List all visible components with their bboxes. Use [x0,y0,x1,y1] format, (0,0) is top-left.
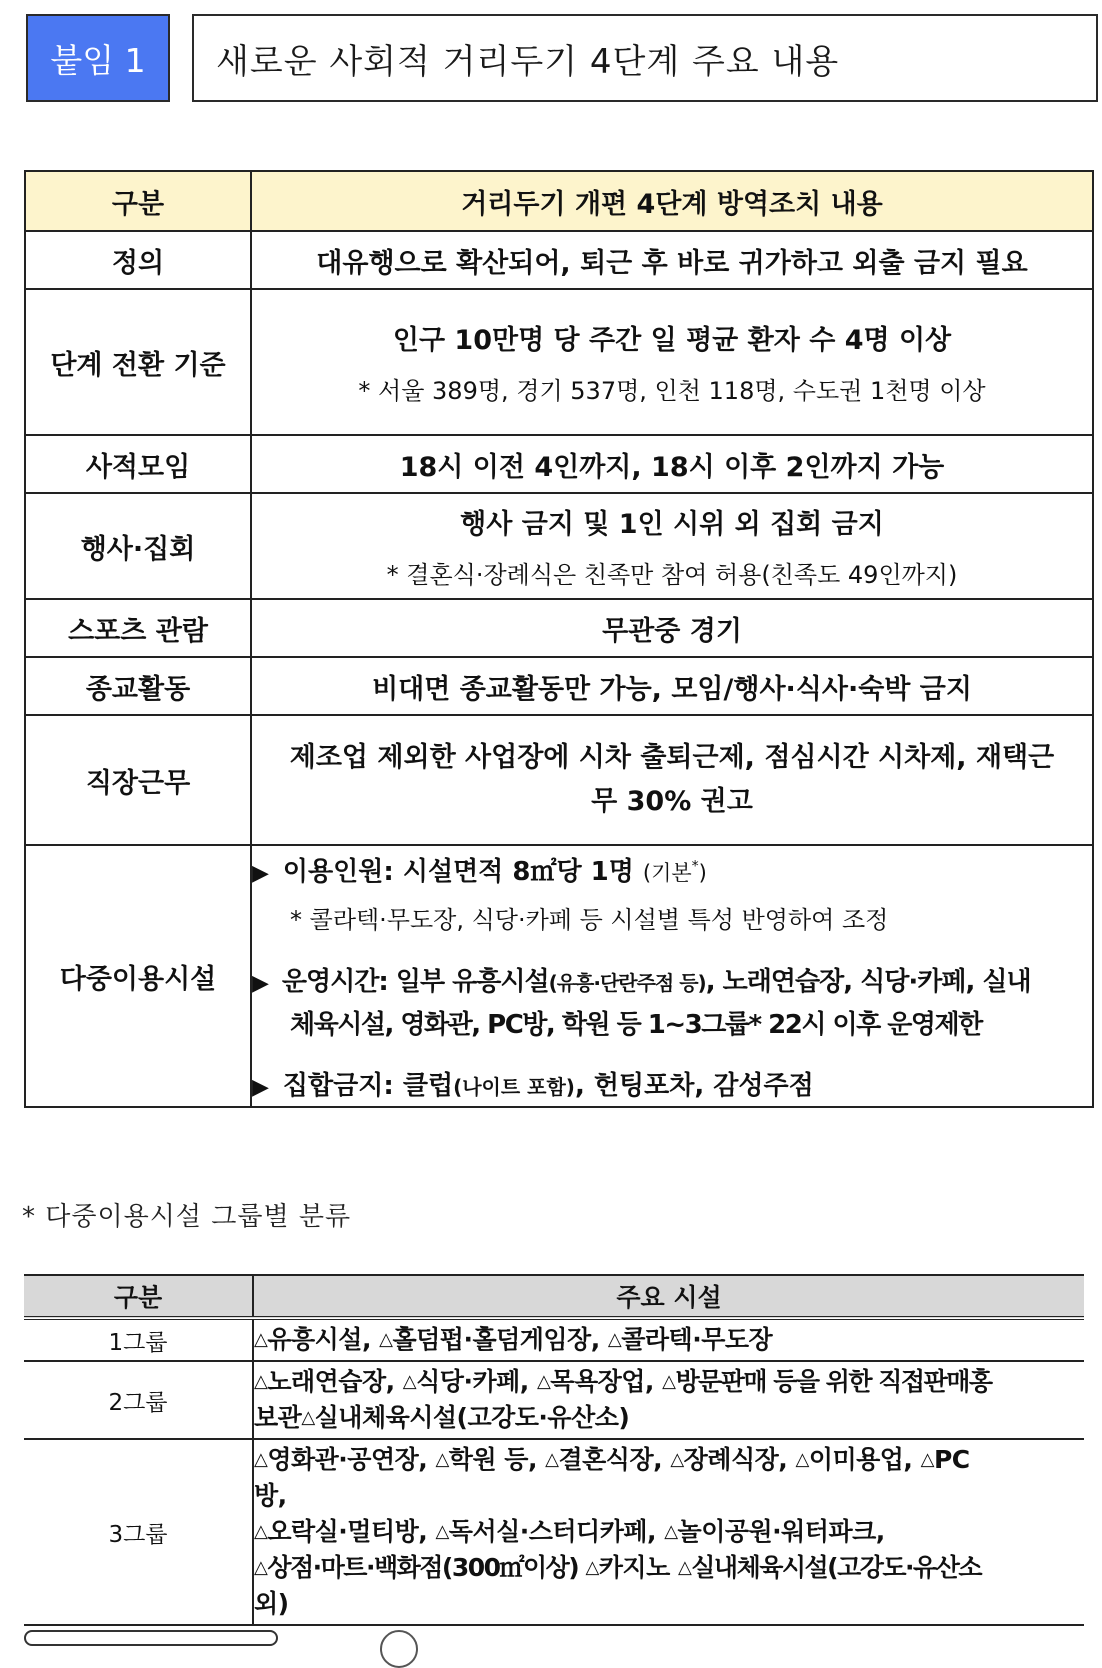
row-label: 사적모임 [25,435,251,493]
row-religion [25,657,1093,715]
facility-item: 식당·카페, [416,1367,537,1396]
row-note: * 결혼식·장례식은 친족만 참여 허용(친족도 49인까지) [386,561,958,589]
row-label: 종교활동 [25,657,251,715]
header-content: 거리두기 개편 4단계 방역조치 내용 [251,171,1093,231]
triangle-bullet-icon: ▶ [252,970,268,996]
row-events [25,493,1093,599]
triangle-bullet-icon: ▶ [252,860,269,886]
group-table [24,1274,1084,1626]
bottom-frame-fragment [24,1630,278,1646]
bullet-hours [252,961,1092,998]
delta-icon: △ [920,1449,934,1470]
bullet-ban [252,1065,1092,1102]
capacity-note: * 콜라텍·무도장, 식당·카페 등 시설별 특성 반영하여 조정 [290,905,889,934]
group-header-facilities: 주요 시설 [253,1275,1084,1318]
delta-icon: △ [402,1371,417,1392]
bottom-circle-fragment [380,1630,418,1668]
capacity-sup: * [691,857,699,874]
row-value: 대유행으로 확산되어, 퇴근 후 바로 귀가하고 외출 금지 필요 [251,231,1093,289]
group-note-title: * 다중이용시설 그룹별 분류 [22,1202,352,1232]
row-value-line2: 무 30% 권고 [591,786,753,817]
row-label: 단계 전환 기준 [25,289,251,435]
delta-icon: △ [670,1449,684,1470]
main-table-header [25,171,1093,231]
hours-text-small: (유흥·단란주점 등) [548,970,706,995]
main-table [24,170,1094,1108]
facility-item: 방문판매 등을 위한 직접판매홍 [675,1367,992,1396]
group-facilities [253,1318,1084,1361]
row-label: 스포츠 관람 [25,599,251,657]
delta-icon: △ [254,1371,268,1392]
group-row-1 [24,1318,1084,1361]
facility-item: 실내체육시설(고강도·유산소 [691,1553,982,1582]
facility-item: 유흥시설, [267,1325,380,1354]
capacity-paren-close: ) [698,860,707,885]
row-value: 비대면 종교활동만 가능, 모임/행사·식사·숙박 금지 [251,657,1093,715]
delta-icon: △ [379,1329,393,1350]
hours-text-b: , 노래연습장, 식당·카페, 실내 [705,966,1031,997]
header-category: 구분 [25,171,251,231]
capacity-text: 이용인원: 시설면적 8㎡당 1명 [282,856,634,887]
facility-item: 보관 [254,1403,302,1432]
facility-item: 독서실·스터디카페, [448,1517,665,1546]
delta-icon: △ [585,1557,599,1578]
attachment-badge: 붙임 1 [26,14,170,102]
row-facilities [25,845,1093,1107]
row-sports [25,599,1093,657]
facility-item: 상점·마트·백화점(300㎡이상) [267,1553,586,1582]
row-value-cell [251,715,1093,845]
row-definition [25,231,1093,289]
hours-text-line2: 체육시설, 영화관, PC방, 학원 등 1~3그룹* 22시 이후 운영제한 [290,1009,982,1040]
row-value-cell [251,289,1093,435]
row-label: 다중이용시설 [25,845,251,1107]
group-facilities [253,1361,1084,1439]
delta-icon: △ [545,1449,559,1470]
facility-item: 오락실·멀티방, [267,1517,436,1546]
facility-item: 학원 등, [448,1445,546,1474]
facility-item: 외) [254,1589,289,1618]
delta-icon: △ [664,1521,678,1542]
group-facilities [253,1439,1084,1625]
delta-icon: △ [254,1329,268,1350]
facility-item: PC [933,1445,970,1474]
group-label: 2그룹 [24,1361,253,1439]
row-gathering [25,435,1093,493]
delta-icon: △ [435,1521,449,1542]
facility-item: 노래연습장, [267,1367,403,1396]
row-criteria [25,289,1093,435]
delta-icon: △ [607,1329,622,1350]
facility-item: 장례식장, [683,1445,796,1474]
row-value: 인구 10만명 당 주간 일 평균 환자 수 4명 이상 [392,325,952,356]
delta-icon: △ [662,1371,676,1392]
group-row-3 [24,1439,1084,1625]
bullet-capacity [252,851,1092,888]
facility-item: 실내체육시설(고강도·유산소) [314,1403,630,1432]
delta-icon: △ [301,1407,315,1428]
row-value: 18시 이전 4인까지, 18시 이후 2인까지 가능 [251,435,1093,493]
group-label: 1그룹 [24,1318,253,1361]
group-table-header [24,1275,1084,1318]
ban-text-b: , 헌팅포차, 감성주점 [574,1070,814,1101]
delta-icon: △ [254,1557,268,1578]
facility-item: 카지노 [598,1553,678,1582]
group-label: 3그룹 [24,1439,253,1625]
group-header-category: 구분 [24,1275,253,1318]
facility-item: 놀이공원·워터파크, [677,1517,885,1546]
facility-item: 목욕장업, [550,1367,663,1396]
facility-item: 이미용업, [808,1445,921,1474]
facility-item: 결혼식장, [558,1445,671,1474]
facility-item: 방, [254,1481,287,1510]
ban-text-small: (나이트 포함) [453,1074,575,1099]
group-row-2 [24,1361,1084,1439]
row-value-cell [251,493,1093,599]
row-value: 행사 금지 및 1인 시위 외 집회 금지 [460,509,884,540]
delta-icon: △ [536,1371,551,1392]
hours-text-a: 운영시간: 일부 유흥시설 [281,966,549,997]
facilities-cell [251,845,1093,1107]
page-title: 새로운 사회적 거리두기 4단계 주요 내용 [192,14,1098,102]
row-label: 행사·집회 [25,493,251,599]
capacity-paren-open: (기본 [642,860,692,885]
facility-item: 영화관·공연장, [267,1445,436,1474]
row-value-line1: 제조업 제외한 사업장에 시차 출퇴근제, 점심시간 시차제, 재택근 [289,742,1055,773]
row-note: * 서울 389명, 경기 537명, 인천 118명, 수도권 1천명 이상 [358,377,986,405]
row-label: 정의 [25,231,251,289]
row-work [25,715,1093,845]
triangle-bullet-icon: ▶ [252,1074,269,1100]
delta-icon: △ [254,1449,268,1470]
delta-icon: △ [677,1557,692,1578]
facility-item: 홀덤펍·홀덤게임장, [392,1325,608,1354]
row-value: 무관중 경기 [251,599,1093,657]
delta-icon: △ [435,1449,449,1470]
delta-icon: △ [795,1449,809,1470]
facility-item: 콜라텍·무도장 [621,1325,773,1354]
ban-text-a: 집합금지: 클럽 [282,1070,454,1101]
row-label: 직장근무 [25,715,251,845]
delta-icon: △ [254,1521,268,1542]
